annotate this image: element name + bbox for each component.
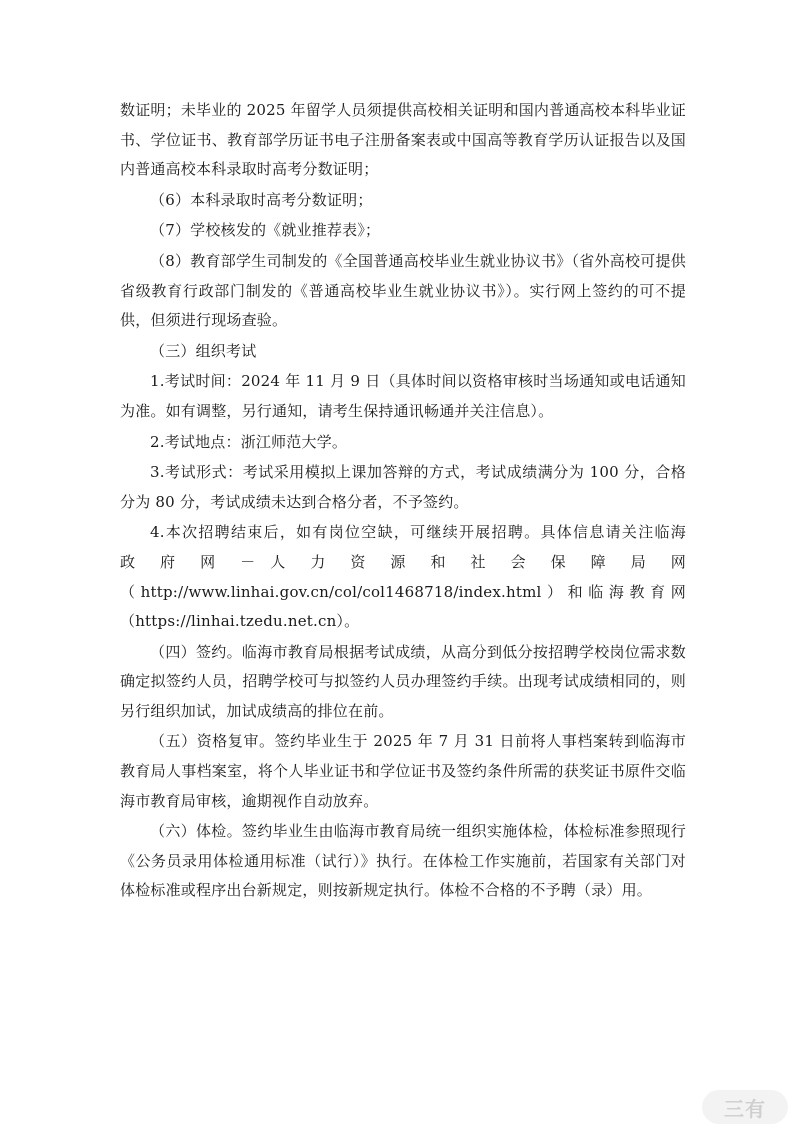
document-page	[120, 96, 686, 907]
paragraph-continued-recruitment	[120, 518, 686, 636]
recruit-line-2: 政 府 网 － 人 力 资 源 和 社 会 保 障 局 网	[120, 552, 686, 571]
paragraph-item-7: （7）学校核发的《就业推荐表》；	[150, 221, 381, 240]
paragraph-certificate-requirements: 数证明；未毕业的 2025 年留学人员须提供高校相关证明和国内普通高校本科毕业证书、学位证书、教育部学历证书电子注册备案表或中国高等教育学历认证报告以及国内普通高校本科录取时高考分数证明；	[120, 101, 686, 179]
paragraph-exam-time: 1.考试时间：2024 年 11 月 9 日（具体时间以资格审核时当场通知或电话通知为准。如有调整，另行通知，请考生保持通讯畅通并关注信息）。	[120, 372, 686, 420]
paragraph-signing: （四）签约。临海市教育局根据考试成绩，从高分到低分按招聘学校岗位需求数确定拟签约人员，招聘学校可与拟签约人员办理签约手续。出现考试成绩相同的，则另行组织加试，加试成绩高的排位在前。	[120, 642, 686, 720]
linhai-edu-link[interactable]: （https://linhai.tzedu.net.cn）。	[120, 612, 360, 631]
linhai-gov-link[interactable]: （http://www.linhai.gov.cn/col/col1468718/index.html）和临海教育网	[120, 582, 686, 601]
section-heading-organize-exam: （三）组织考试	[150, 341, 257, 360]
paragraph-exam-format: 3.考试形式：考试采用模拟上课加答辩的方式，考试成绩满分为 100 分，合格分为 80 分，考试成绩未达到合格分者，不予签约。	[120, 463, 686, 511]
paragraph-qualification-review: （五）资格复审。签约毕业生于 2025 年 7 月 31 日前将人事档案转到临海市教育局人事档案室，将个人毕业证书和学位证书及签约条件所需的获奖证书原件交临海市教育局审核，逾期视作自动放弃。	[120, 732, 686, 810]
recruit-line-1: 4.本次招聘结束后，如有岗位空缺，可继续开展招聘。具体信息请关注临海	[150, 523, 686, 542]
watermark-logo: 三有	[702, 1090, 788, 1124]
paragraph-item-6: （6）本科录取时高考分数证明；	[150, 190, 373, 209]
paragraph-physical-exam: （六）体检。签约毕业生由临海市教育局统一组织实施体检，体检标准参照现行《公务员录用体检通用标准（试行）》执行。在体检工作实施前，若国家有关部门对体检标准或程序出台新规定，则按新规定执行。体检不合格的不予聘（录）用。	[120, 822, 686, 900]
paragraph-exam-location: 2.考试地点：浙江师范大学。	[150, 432, 348, 451]
paragraph-item-8: （8）教育部学生司制发的《全国普通高校毕业生就业协议书》（省外高校可提供省级教育行政部门制发的《普通高校毕业生就业协议书》）。实行网上签约的可不提供，但须进行现场查验。	[120, 251, 686, 330]
